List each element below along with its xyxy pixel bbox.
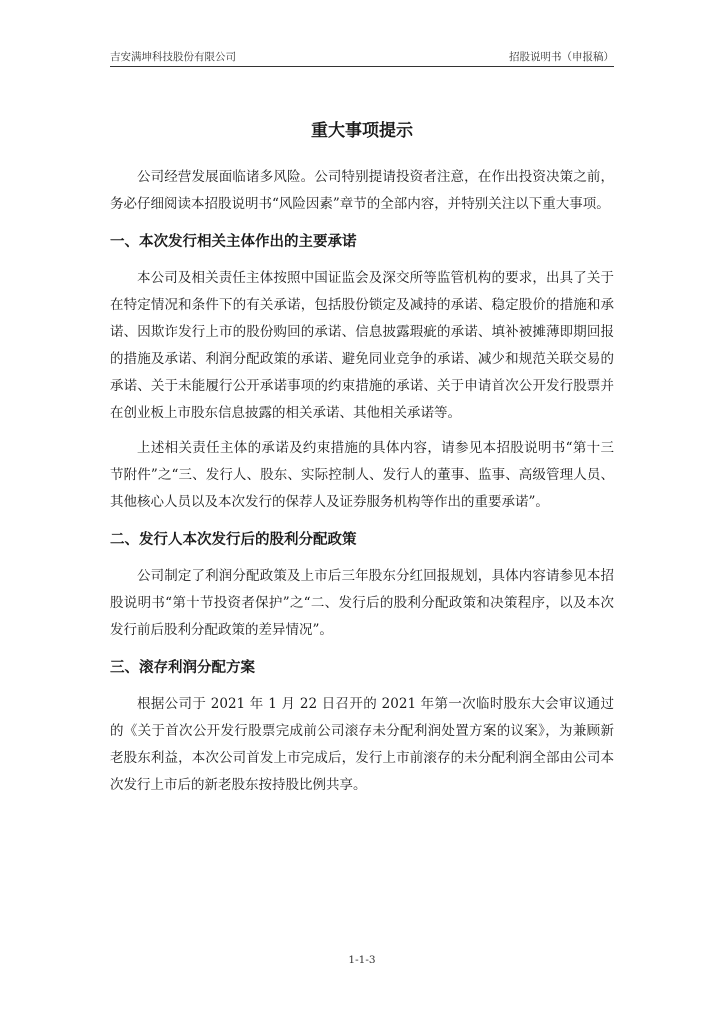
section-3-paragraph-1: 根据公司于 2021 年 1 月 22 日召开的 2021 年第一次临时股东大会审议通过的《关于首次公开发行股票完成前公司滚存未分配利润处置方案的议案》，为兼顾新老股东利益，本次公司首发上市完成后，发行上市前滚存的未分配利润全部由公司本次发行上市后的新老股东按持股比例共享。 bbox=[110, 696, 614, 793]
section-heading-2: 二、发行人本次发行后的股利分配政策 bbox=[110, 532, 357, 548]
section-1-paragraph-2: 上述相关责任主体的承诺及约束措施的具体内容，请参见本招股说明书“第十三节附件”之“三、发行人、股东、实际控制人、发行人的董事、监事、高级管理人员、其他核心人员以及本次发行的保荐人及证券服务机构等作出的重要承诺”。 bbox=[110, 440, 614, 510]
intro-paragraph: 公司经营发展面临诸多风险。公司特别提请投资者注意，在作出投资决策之前，务必仔细阅读本招股说明书“风险因素”章节的全部内容，并特别关注以下重大事项。 bbox=[110, 169, 614, 212]
section-heading-1: 一、本次发行相关主体作出的主要承诺 bbox=[110, 234, 357, 250]
header-company: 吉安满坤科技股份有限公司 bbox=[110, 51, 236, 63]
section-heading-3: 三、滚存利润分配方案 bbox=[110, 660, 255, 676]
page-title: 重大事项提示 bbox=[311, 121, 413, 141]
page-header bbox=[110, 46, 614, 64]
header-doc-type: 招股说明书（申报稿） bbox=[509, 51, 614, 63]
section-1-paragraph-1: 本公司及相关责任主体按照中国证监会及深交所等监管机构的要求，出具了关于在特定情况和条件下的有关承诺，包括股份锁定及减持的承诺、稳定股价的措施和承诺、因欺诈发行上市的股份购回的承诺、信息披露瑕疵的承诺、填补被摊薄即期回报的措施及承诺、利润分配政策的承诺、避免同业竞争的承诺、减少和规范关联交易的承诺、关于未能履行公开承诺事项的约束措施的承诺、关于申请首次公开发行股票并在创业板上市股东信息披露的相关承诺、其他相关承诺等。 bbox=[110, 270, 614, 421]
header-divider bbox=[110, 66, 614, 67]
document-body bbox=[110, 164, 614, 807]
page-number: 1-1-3 bbox=[348, 954, 376, 966]
section-2-paragraph-1: 公司制定了利润分配政策及上市后三年股东分红回报规划，具体内容请参见本招股说明书“第十节投资者保护”之“二、发行后的股利分配政策和决策程序，以及本次发行前后股利分配政策的差异情况”。 bbox=[110, 568, 614, 638]
